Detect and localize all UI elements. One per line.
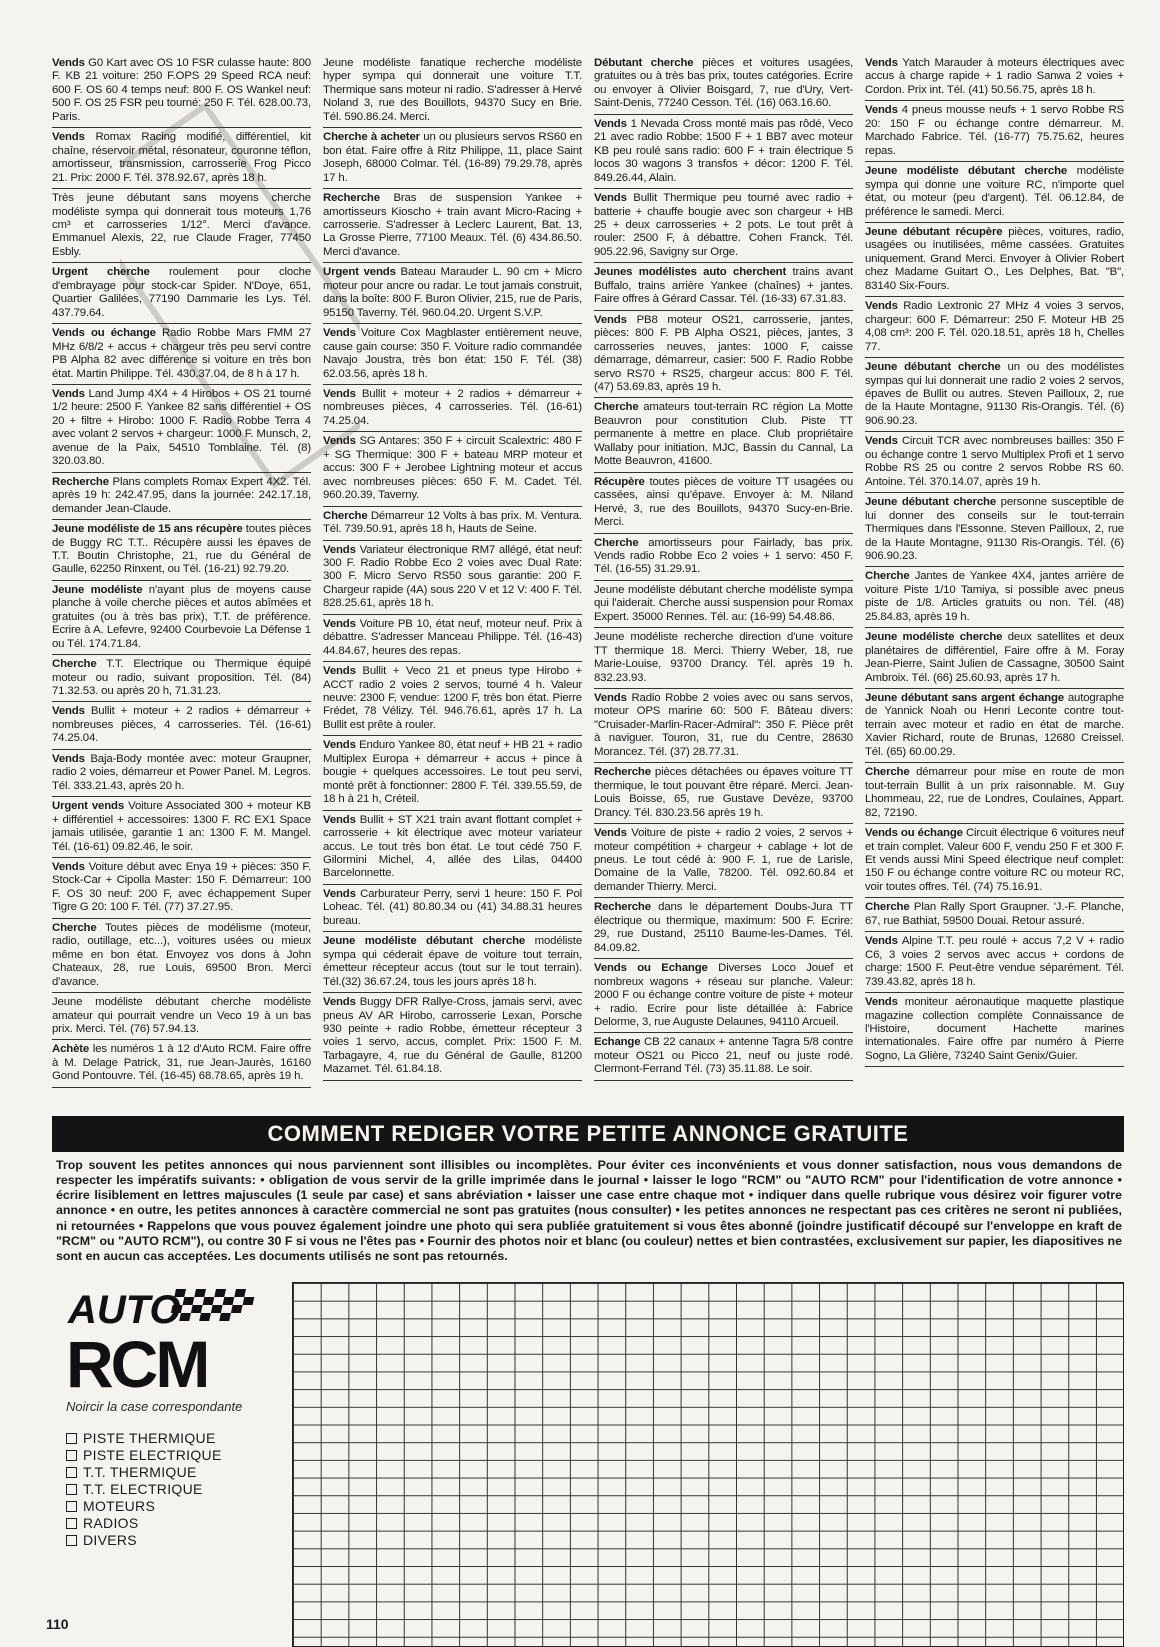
ad-text: Baja-Body montée avec: moteur Graupner, radio 2 voies, démarreur et Power Panel. M. Legros. Tél. 333.21.43, après 20 h. xyxy=(52,752,311,792)
ad-keyword: Vends xyxy=(323,387,356,400)
classified-ad xyxy=(52,919,311,993)
ad-keyword: Urgent cherche xyxy=(52,266,150,279)
classified-ad xyxy=(865,162,1124,223)
ad-text: 1 Nevada Cross monté mais pas rôdé, Veco 21 avec radio Robbe: 1500 F + 1 BB7 avec moteur KB peu roulé sans radio: 600 F + train électrique 5 locos 30 wagons 3 transfos + décor: 1200 F. Tél. 849.26.44, Alain. xyxy=(594,117,853,184)
ad-text: amortisseurs pour Fairlady, bas prix. Vends radio Robbe Eco 2 voies + 1 servo: 450 F. Tél. (16-55) 31.29.91. xyxy=(594,536,853,576)
page-number: 110 xyxy=(46,1616,69,1632)
section-banner xyxy=(52,1116,1124,1152)
logo-auto-text: AUTO xyxy=(68,1288,181,1332)
classified-ad xyxy=(865,54,1124,101)
classified-ad xyxy=(52,993,311,1040)
ad-keyword: Cherche xyxy=(865,766,910,779)
classified-ad xyxy=(323,811,582,885)
ad-text: pièces détachées ou épaves voiture TT thermique, le tout pouvant être réparé. Merci. Jean-Louis Boisse, 65, rue Gustave Devèze, 93700 Drancy. Tél. 830.23.56 après 19 h. xyxy=(594,766,853,819)
ad-text: dans le département Doubs-Jura TT électrique ou thermique, maximum: 500 F. Ecrire: 29, rue Dustand, 25110 Baume-les-Dames. Tél. 84.09.82. xyxy=(594,901,853,954)
classified-ad xyxy=(594,581,853,628)
classified-ad xyxy=(865,101,1124,162)
ad-text: Radio Robbe 2 voies avec ou sans servos, moteur OPS marine 60: 500 F. Bâteau divers: "Cruisader-Marlin-Racer-Admiral": 350 F. Pièce prêt à naviguer. Touron, 31, rue du Centre, 28630 Morancez. Tél. (37) 28.77.31. xyxy=(594,692,853,758)
classified-ad xyxy=(52,324,311,385)
ad-text: modéliste sympa qui céderait épave de voiture tout terrain, émetteur récepteur accus (tout sur le tout terrain). Tél.(32) 36.67.24, tous les jours après 18 h. xyxy=(323,935,582,988)
ad-keyword: Vends xyxy=(865,300,898,313)
checkbox-icon[interactable] xyxy=(66,1467,77,1478)
ad-keyword: Vends xyxy=(865,996,898,1009)
ad-text: Land Jump 4X4 + 4 Hirobos + OS 21 tourné 1/2 heure: 2500 F. Yankee 82 sans différentiel + OS 20 + filtre + Hirobo: 1000 F. Radio Robbe Terra 4 avec volant 2 servos + chargeur: 1000 F. Munsch, 2, avenue de la Paix, 54510 Tomblaine. Tél. (8) 320.03.80. xyxy=(52,387,311,468)
classified-ad xyxy=(323,385,582,432)
classified-ad xyxy=(594,263,853,310)
checkbox-icon[interactable] xyxy=(66,1450,77,1461)
classified-ad xyxy=(323,993,582,1081)
ad-text: Yatch Marauder à moteurs électriques avec accus à charge rapide + 1 radio Sanwa 2 voies + Cordon. Prix int. Tél. (41) 50.56.75, après 18 h. xyxy=(865,57,1124,96)
ad-keyword: Vends xyxy=(594,192,627,205)
ad-text: Voiture PB 10, état neuf, moteur neuf. Prix à débattre. S'adresser Manceau Philippe. Tél. (16-43) 44.84.67, heures des repas. xyxy=(323,617,582,657)
category-instruction: Noircir la case correspondante xyxy=(66,1399,243,1414)
ad-keyword: Vends xyxy=(594,827,627,840)
classified-ad xyxy=(594,959,853,1033)
classified-ad xyxy=(323,54,582,128)
ad-text: G0 Kart avec OS 10 FSR culasse haute: 800 F. KB 21 voiture: 250 F.OPS 29 Speed RCA neuf: 600 F. OS 60 4 temps neuf: 800 F. OS Wankel neuf: 500 F. OS 25 FSR peu tourné: 250 F. Tél. 628.00.73, Paris. xyxy=(52,57,311,123)
classified-ad xyxy=(52,189,311,263)
ad-text: Bullit + moteur + 2 radios + démarreur + nombreuses pièces, 4 carrosseries. Tél. (16-61) 74.25.04. xyxy=(323,387,582,427)
category-label: RADIOS xyxy=(83,1515,139,1531)
logo-rcm-text: RCM xyxy=(66,1327,208,1393)
category-label: PISTE ELECTRIQUE xyxy=(83,1447,222,1463)
ad-keyword: Vends xyxy=(323,813,356,826)
ad-keyword: Vends xyxy=(323,739,356,752)
ad-text: toutes pièces de Buggy RC T.T.. Récupère aussi les épaves de T.T. Boutin Christophe, 21, rue du Général de Gaulle, 62250 Rinxent, ou Tél. (16-21) 92.79.20. xyxy=(52,523,311,576)
classified-ad xyxy=(594,824,853,898)
classified-ad xyxy=(865,763,1124,824)
ad-keyword: Urgent vends xyxy=(52,800,125,813)
ad-keyword: Vends xyxy=(323,435,356,448)
ad-text: Buggy DFR Rallye-Cross, jamais servi, avec pneus AV AR Hirobo, carrosserie Lexan, Porsche 930 peinte + radio Robbe, émetteur récepteur 3 voies 1 servo, accus, complet. Prix: 1500 F. M. Tarbagayre, 4, rue du Général de Gaulle, 81200 Mazamet. Tél. 61.84.18. xyxy=(323,996,582,1076)
classified-ad xyxy=(865,223,1124,297)
ad-keyword: Vends xyxy=(323,665,356,678)
ad-keyword: Cherche xyxy=(52,658,97,671)
category-option[interactable] xyxy=(66,1430,222,1447)
ad-text: Jeune modéliste débutant cherche modéliste amateur qui pourrait vendre un Veco 19 à un bas prix. Merci. Tél. (76) 57.94.13. xyxy=(52,996,311,1035)
ad-keyword: Achète xyxy=(52,1043,90,1056)
checkbox-icon[interactable] xyxy=(66,1433,77,1444)
category-option[interactable] xyxy=(66,1532,222,1549)
classified-ad xyxy=(865,932,1124,993)
ad-text: pièces, voitures, radio, usagées ou inutilisées, même cassées. Gratuites uniquement. Grand Merci. Envoyer à Olivier Robert chez Madame Guitart O., Les Delphes, Bat. "B", 83140 Six-Fours. xyxy=(865,225,1124,292)
ad-keyword: Jeune modéliste xyxy=(52,583,143,596)
classified-ad xyxy=(52,1040,311,1087)
category-label: DIVERS xyxy=(83,1532,137,1548)
ad-text: Bateau Marauder L. 90 cm + Micro moteur pour ancre ou radar. Le tout jamais construit, dans la boîte: 800 F. Buron Olivier, 215, rue de Paris, 95150 Taverny. Tél. 960.04.20. Urgent S.V.P. xyxy=(323,266,582,319)
ad-text: toutes pièces de voiture TT usagées ou cassées, ainsi qu'épave. Envoyer à: M. Niland Hervé, 3, rue des Bouillots, 94370 Sucy-en-Brie. Merci. xyxy=(594,475,853,529)
category-label: T.T. ELECTRIQUE xyxy=(83,1481,203,1497)
ad-text: Radio Robbe Mars FMM 27 MHz 6/8/2 + accus + chargeur très peu servi contre PB Alpha 82 avec différence si voiture en très bon état. Martin Philippe. Tél. 430.37.04, de 8 h à 17 h. xyxy=(52,327,311,380)
ad-keyword: Recherche xyxy=(594,766,651,779)
classified-ad xyxy=(52,520,311,581)
classified-ad xyxy=(865,358,1124,432)
ad-text: Radio Lextronic 27 MHz 4 voies 3 servos, chargeur: 600 F. Démarreur: 250 F. Moteur HB 25 4,08 cm³: 200 F. Tél. 020.18.51, après 18 h, Chelles 77. xyxy=(865,300,1124,353)
ad-text: amateurs tout-terrain RC région La Motte Beauvron pour constitution Club. Piste TT permanente à mettre en place. Club propriétaire Wallaby pour initiation. MJC, Bassin du Cannal, La Motte Beauvron, 41600. xyxy=(594,401,853,468)
classified-ad xyxy=(323,263,582,324)
classified-ad xyxy=(323,324,582,385)
classified-ad xyxy=(865,628,1124,689)
ad-text: Démarreur 12 Volts à bas prix. M. Ventura. Tél. 739.50.91, après 18 h, Hauts de Seine. xyxy=(323,509,582,536)
ad-keyword: Vends xyxy=(865,104,898,117)
ad-text: roulement pour cloche d'embrayage pour stock-car Spider. N'Doye, 651, Quartier Galilées, 77190 Dammarie les Lys. Tél. 437.79.64. xyxy=(52,266,311,319)
ad-keyword: Vends xyxy=(52,861,85,874)
ad-text: Bullit + Veco 21 et pneus type Hirobo + ACCT radio 2 voies 2 servos, tourné 4 h. Valeur neuve: 2300 F, vendue: 1200 F, très bon état. Pierre Frédet, 78 Vélizy. Tél. 946.76.61, après 17 h. La Bullit est prête à rouler. xyxy=(323,665,582,731)
banner-title: COMMENT REDIGER VOTRE PETITE ANNONCE GRATUITE xyxy=(267,1121,909,1146)
classified-ad xyxy=(323,736,582,810)
ad-text: T.T. Electrique ou Thermique équipé moteur ou radio, suivant proposition. Tél. (84) 71.32.53. ou après 20 h, 71.31.23. xyxy=(52,658,311,698)
ad-text: Circuit TCR avec nombreuses bailles: 350 F ou échange contre 1 servo Multiplex Profi et 1 servo Robbe RS 25 ou contre 2 servos Robbe RS 60. Antoine. Tél. 370.14.07, après 19 h. xyxy=(865,435,1124,488)
classified-ad xyxy=(52,702,311,749)
ad-text: Bullit + moteur + 2 radios + démarreur + nombreuses pièces, 4 carrosseries. Tél. (16-61) 74.25.04. xyxy=(52,705,311,745)
checkbox-icon[interactable] xyxy=(66,1501,77,1512)
instructions-paragraph: Trop souvent les petites annonces qui nous parviennent sont illisibles ou incomplètes. Pour éviter ces inconvénients et vous donner satisfaction, nous vous demandons de respecter les impératifs suivants: • obligation de vous servir de la grille imprimée dans le journal • laisser le logo "RCM" ou "AUTO RCM" pour l'identification de votre annonce • écrire lisiblement en lettres majuscules (1 seule par case) et sans abréviation • laisser une case entre chaque mot • indiquer dans quelle rubrique vous désirez voir figurer votre annonce • en outre, les petites annonces à caractère commercial ne sont pas gratuites (nous consulter) • les petites annonces ne respectant pas ces critères ne seront ni publiées, ni retournées • Rappelons que vous pouvez également joindre une photo qui sera publiée gratuitement si vous êtes abonné (joindre justificatif découpé sur l'enveloppe en kraft de "RCM" ou "AUTO RCM"), ou contre 30 F si vous ne l'êtes pas • Fournir des photos noir et blanc (ou couleur) nettes et bien contrastées, exclusivement sur papier, les diapositives ne sont en aucun cas acceptées. Les documents utilisés ne sont pas retournés. xyxy=(56,1158,1122,1263)
checkbox-icon[interactable] xyxy=(66,1518,77,1529)
ad-text: Romax Racing modifié, différentiel, kit chaîne, réservoir métal, résonateur, couronne téflon, amortisseur, transmission, carrosserie Frog Picco 21. Prix: 2000 F. Tél. 378.92.67, après 18 h. xyxy=(52,131,311,184)
ad-text: Voiture de piste + radio 2 voies, 2 servos + moteur compétition + chargeur + cablage + lot de pneus. Le tout cédé à: 900 F. 1, rue de Larisle, Domaine de la Valle, 78200. Tél. 092.60.84 et demander Thierry. Merci. xyxy=(594,827,853,893)
classified-ad xyxy=(594,398,853,472)
category-option[interactable] xyxy=(66,1481,222,1498)
classified-ad xyxy=(323,932,582,993)
classified-ad xyxy=(52,858,311,919)
ad-keyword: Cherche à acheter xyxy=(323,131,420,144)
classified-ad xyxy=(52,385,311,473)
classified-ad xyxy=(594,54,853,115)
ad-text: Voiture Cox Magblaster entièrement neuve, cause gain course: 350 F. Voiture radio commandée Navajo Joustra, très bon état: 150 F. Tél. (38) 62.03.56, après 18 h. xyxy=(323,327,582,380)
ad-keyword: Recherche xyxy=(594,901,651,914)
ad-keyword: Vends xyxy=(594,117,627,130)
classified-ad xyxy=(594,628,853,689)
classified-ad xyxy=(865,824,1124,898)
classified-ad xyxy=(865,493,1124,567)
checkbox-icon[interactable] xyxy=(66,1535,77,1546)
classified-ad xyxy=(52,263,311,324)
ad-text: SG Antares: 350 F + circuit Scalextric: 480 F + SG Thermique: 300 F + bateau MRP moteur et accus: 300 F + Jerobee Lightning moteur et accus avec nombreuses pièces: 650 F. M. Cadet. Tél. 960.20.39, Taverny. xyxy=(323,435,582,502)
classified-ad xyxy=(865,898,1124,932)
ad-text: Bullit + ST X21 train avant flottant complet + carrosserie + kit électrique avec moteur variateur accus. Le tout très bon état. Le tout cédé 750 F. Gilormini Michel, 4, allée des Lilas, 04400 Barcelonnette. xyxy=(323,813,582,880)
classified-ad xyxy=(865,993,1124,1067)
ad-text: Jantes de Yankee 4X4, jantes arrière de voiture Piste 1/10 Tamiya, si possible avec pneus piste de 1/8. Articles gratuits ou non. Tél. (48) 25.84.83, après 19 h. xyxy=(865,570,1124,623)
ad-keyword: Vends xyxy=(323,996,356,1009)
ad-keyword: Vends xyxy=(52,57,85,69)
classified-ad xyxy=(323,128,582,189)
ad-keyword: Jeune débutant sans argent échange xyxy=(865,692,1064,705)
ad-keyword: Jeune modéliste de 15 ans récupère xyxy=(52,523,243,536)
ad-text: personne susceptible de lui donner des conseils sur le tout-terrain Thermiques dans l'Essonne. Steven Pailloux, 2, rue de la Haute Montagne, 91130 Ris-Orangis. Tél. (6) 906.90.23. xyxy=(865,496,1124,562)
classified-ad xyxy=(52,473,311,520)
ad-keyword: Recherche xyxy=(323,192,380,205)
ad-text: Voiture début avec Enya 19 + pièces: 350 F. Stock-Car + Cipolla Master: 150 F. Démarreur: 100 F. OS 30 neuf: 200 F, avec échappement Super Tigre G 20: 100 F. Tél. (77) 37.27.95. xyxy=(52,861,311,914)
classified-ad xyxy=(323,507,582,541)
ad-keyword: Jeune modéliste débutant cherche xyxy=(865,165,1068,178)
ad-keyword: Vends xyxy=(865,57,898,69)
classified-ad xyxy=(323,885,582,932)
category-list xyxy=(66,1430,222,1549)
classified-ad xyxy=(323,432,582,506)
ad-keyword: Vends ou échange xyxy=(52,327,156,340)
category-label: PISTE THERMIQUE xyxy=(83,1430,216,1446)
classified-ad xyxy=(323,615,582,662)
ad-keyword: Cherche xyxy=(323,509,368,522)
ad-text: CB 22 canaux + antenne Tagra 5/8 contre moteur OS21 ou Picco 21, neuf ou juste rodé. Clermont-Ferrand Tél. (73) 35.11.88. Le soir. xyxy=(594,1036,853,1076)
ad-keyword: Jeune modéliste cherche xyxy=(865,631,1003,644)
ad-text: Jeune modéliste recherche direction d'une voiture TT thermique 18. Merci. Thierry Weber, 18, rue Marie-Louise, 93700 Drancy. Tél. après 19 h. 832.23.93. xyxy=(594,631,853,684)
ad-keyword: Vends xyxy=(594,313,627,326)
ad-keyword: Vends ou Echange xyxy=(594,962,708,975)
classified-ad xyxy=(52,655,311,702)
ad-text: Circuit électrique 6 voitures neuf et train complet. Valeur 600 F, vendu 250 F et 300 F. Et vends aussi Mini Speed électrique neuf complet: 150 F ou échange contre voiture RC ou moteur RC, voir toutes offres. Tél. (74) 75.16.91. xyxy=(865,827,1124,893)
ad-text: Variateur électronique RM7 allégé, état neuf: 300 F. Radio Robbe Eco 2 voies avec Dual Rate: 300 F. Micro Servo RS50 sous garantie: 200 F. Chargeur rapide (4A) sous 220 V et 12 V: 400 F. Tél. 828.25.61, après 18 h. xyxy=(323,543,582,610)
ad-text: Bras de suspension Yankee + amortisseurs Kioscho + train avant Micro-Racing + carrosserie. S'adresser à Leclerc Laurent, Bat. 13, La Grosse Pierre, 77100 Meaux. Tél. (6) 434.86.50. Merci d'avance. xyxy=(323,192,582,258)
classified-ad xyxy=(323,662,582,736)
ad-text: pièces et voitures usagées, gratuites ou à très bas prix, toutes catégories. Ecrire ou envoyer à Olivier Boisgard, 7, rue d'Ury, Vert-Saint-Denis, 77240 Cesson. Tél. (16) 063.16.60. xyxy=(594,57,853,110)
ad-keyword: Cherche xyxy=(865,570,910,583)
classified-ad xyxy=(52,54,311,128)
ad-text: un ou des modélistes sympas qui lui donnerait une radio 2 voies 2 servos, épaves de Bullit ou autres. Steven Pailloux, 2, rue de la Haute Montagne, 91130 Ris-Orangis. Tél. (6) 906.90.23. xyxy=(865,361,1124,427)
ad-text: Bullit Thermique peu tourné avec radio + batterie + chauffe bougie avec son chargeur + HB 25 + deux carrosseries + 2 pots. Le tout prêt à rouler: 2500 F, à débattre. Cohen Franck. Tél. 905.22.96, Savigny sur Orge. xyxy=(594,192,853,258)
ad-keyword: Echange xyxy=(594,1036,641,1049)
ad-text: un ou plusieurs servos RS60 en bon état. Faire offre à Ritz Philippe, 11, place Saint Joseph, 68000 Colmar. Tél. (16-89) 79.29.78, après 17 h. xyxy=(323,131,582,184)
ad-keyword: Urgent vends xyxy=(323,266,396,279)
classified-ad xyxy=(865,432,1124,493)
ad-keyword: Vends xyxy=(52,131,85,144)
ad-keyword: Vends xyxy=(52,752,85,765)
ad-keyword: Vends xyxy=(52,705,85,718)
ad-keyword: Vends xyxy=(323,543,356,556)
category-label: T.T. THERMIQUE xyxy=(83,1464,197,1480)
ad-text: Enduro Yankee 80, état neuf + HB 21 + radio Multiplex Europa + démarreur + accus + pince à bougie + quelques accessoires. Le tout peu servi, monté prêt à fonctionner: 2800 F. Tél. 339.55.59, de 18 h à 21 h, Créteil. xyxy=(323,739,582,806)
ad-text: Voiture Associated 300 + moteur KB + différentiel + accessoires: 1300 F. RC EX1 Space jamais utilisée, garantie 1 an: 1300 F. M. Mangel. Tél. (16-61) 09.82.46, le soir. xyxy=(52,800,311,853)
classified-ad xyxy=(52,750,311,797)
ad-keyword: Vends xyxy=(865,435,898,448)
ad-text: deux satellites et deux planétaires de différentiel, Faire offre à M. Foray Jean-Pierre, Saint Julien de Cassagne, 30500 Saint Ambroix. Tél. (66) 25.60.93, après 17 h. xyxy=(865,631,1124,684)
classified-ad xyxy=(594,689,853,763)
classified-ad xyxy=(594,534,853,581)
ad-text: Très jeune débutant sans moyens cherche modéliste sympa qui donnerait tous moteurs 1,76 cm³ et carrosseries 1/12°. Merci d'avance. Emmanuel Alexis, 22, rue Claude Frager, 77450 Esbly. xyxy=(52,192,311,258)
ad-keyword: Débutant cherche xyxy=(594,57,694,69)
classified-ad xyxy=(594,473,853,534)
ad-keyword: Jeune modéliste débutant cherche xyxy=(323,935,526,948)
classified-ad xyxy=(594,115,853,189)
classified-ad xyxy=(865,567,1124,628)
category-option[interactable] xyxy=(66,1498,222,1515)
ad-keyword: Cherche xyxy=(52,921,97,934)
auto-rcm-logo xyxy=(64,1283,274,1393)
ad-text: trains avant Buffalo, trains arrière Yankee (chaînes) + jantes. Faire offres à Gérard Cassar. Tél. (16-33) 67.31.83. xyxy=(594,266,853,306)
classified-ad xyxy=(594,1033,853,1080)
classified-ad xyxy=(323,189,582,263)
ad-text: Toutes pièces de modélisme (moteur, radio, outillage, etc...), voitures usées ou mieux même en bon état. Envoyez vos dons à John Chateaux, 28, rue Louis, 69500 Bron. Merci d'avance. xyxy=(52,921,311,988)
ad-keyword: Vends ou échange xyxy=(865,827,963,840)
ad-text: les numéros 1 à 12 d'Auto RCM. Faire offre à M. Delage Patrick, 31, rue Jean-Jaurès, 16160 Gond Pontouvre. Tél. (16-45) 68.78.65, après 19 h. xyxy=(52,1043,311,1083)
checkbox-icon[interactable] xyxy=(66,1484,77,1495)
ad-keyword: Jeune débutant récupère xyxy=(865,225,1003,238)
ad-keyword: Jeune débutant cherche xyxy=(865,361,1001,374)
ad-text: Alpine T.T. peu roulé + accus 7,2 V + radio C6, 3 voies 2 servos avec accus + cordons de charge: 1500 F. Peut-être vendue séparément. Tél. 739.43.82, après 18 h. xyxy=(865,935,1124,988)
category-label: MOTEURS xyxy=(83,1498,156,1514)
ad-text: Plans complets Romax Expert 4X2. Tél. après 19 h: 242.47.95, dans la journée: 242.17.18, demander Jean-Claude. xyxy=(52,475,311,515)
checkered-flag-icon xyxy=(169,1289,256,1321)
ad-keyword: Récupère xyxy=(594,475,645,488)
ad-keyword: Cherche xyxy=(865,901,910,914)
ad-text: moniteur aéronautique maquette plastique magazine collection complète Connaissance de l'Histoire, document Hachette marines internationales. Faire offre par numéro à Pierre Sogno, La Glière, 73240 Saint Genix/Guier. xyxy=(865,996,1124,1062)
category-option[interactable] xyxy=(66,1464,222,1481)
classified-ad xyxy=(865,689,1124,763)
ad-keyword: Cherche xyxy=(594,536,639,549)
classified-ad xyxy=(52,797,311,858)
ad-keyword: Jeune débutant cherche xyxy=(865,496,997,509)
ad-keyword: Jeunes modélistes auto cherchent xyxy=(594,266,787,279)
ad-text: 4 pneus mousse neufs + 1 servo Robbe RS 20: 150 F ou échange contre démarreur. M. Marchado Fabrice. Tél. (16-77) 75.75.62, heures repas. xyxy=(865,104,1124,157)
ad-keyword: Vends xyxy=(52,387,85,400)
classified-ad xyxy=(594,763,853,824)
classified-ad xyxy=(52,128,311,189)
classified-ad xyxy=(594,898,853,959)
ad-keyword: Recherche xyxy=(52,475,109,488)
ad-text: Diverses Loco Jouef et nombreux wagons + réseau sur planche. Valeur: 2000 F ou échange contre voiture de piste + moteur + radio. Ecrire pour liste détaillée à: Fabrice Delorme, 3, rue Auguste Delaunes, 94110 Arcueil. xyxy=(594,962,853,1028)
ad-text: autographe de Yannick Noah ou Henri Leconte contre tout-terrain avec moteur et radio en état de marche. Xavier Richard, route de Brunas, 12680 Creissel. Tél. (65) 60.00.29. xyxy=(865,692,1124,758)
category-option[interactable] xyxy=(66,1447,222,1464)
classified-ad xyxy=(865,297,1124,358)
ad-text: Jeune modéliste débutant cherche modéliste sympa qui l'aiderait. Cherche aussi suspension pour Romax Expert. 35000 Rennes. Tél. au: (16-99) 54.48.86. xyxy=(594,583,853,623)
ad-text: Plan Rally Sport Graupner. 'J.-F. Planche, 67, rue Bathiat, 59500 Douai. Retour assuré. xyxy=(865,901,1124,927)
classified-ad xyxy=(594,189,853,263)
classified-ad xyxy=(52,581,311,655)
ad-text: Carburateur Perry, servi 1 heure: 150 F. Pol Loheac. Tél. (41) 80.80.34 ou (41) 34.88.31 heures bureau. xyxy=(323,887,582,927)
ad-entry-grid[interactable] xyxy=(292,1282,1124,1647)
classified-ad xyxy=(323,541,582,615)
ad-keyword: Vends xyxy=(323,327,356,340)
ad-keyword: Vends xyxy=(323,617,356,630)
ad-keyword: Vends xyxy=(594,692,627,705)
ad-text: démarreur pour mise en route de mon tout-terrain Bullit à un prix raisonnable. M. Guy Lhommeau, 22, rue de Londres, Coulaines, Appart. 82, 72190. xyxy=(865,766,1124,819)
category-option[interactable] xyxy=(66,1515,222,1532)
ad-keyword: Vends xyxy=(865,935,898,948)
ad-text: n'ayant plus de moyens cause planche à voile cherche pièces et autos abîmées et gratuites (ou à très bas prix), T.T. de préférence. Ecrire à A. Lefevre, 92400 Courbevoie La Défense 1 ou Tél. 174.71.84. xyxy=(52,583,311,650)
ad-text: modéliste sympa qui donne une voiture RC, n'importe quel état, ou moteur (peu d'argent). Tél. 06.12.84, de préférence le samedi. Merci. xyxy=(865,165,1124,218)
ad-text: PB8 moteur OS21, carrosserie, jantes, pièces: 800 F. PB Alpha OS21, pièces, jantes, 3 carrosseries neuves, jantes: 1000 F, caisse démarrage, démarreur, casier: 500 F. Radio Robbe servo RS70 + RS25, chargeur accus: 800 F. Tél. (47) 53.69.83, après 19 h. xyxy=(594,313,853,393)
ad-keyword: Cherche xyxy=(594,401,639,414)
ad-keyword: Vends xyxy=(323,887,356,900)
ad-text: Jeune modéliste fanatique recherche modéliste hyper sympa qui donnerait une voiture T.T. Thermique sans moteur ni radio. S'adresser à Hervé Noland 3, rue des Bouillots, 94370 Sucy en Brie. Tél. 590.86.24. Merci. xyxy=(323,57,582,123)
classified-ad xyxy=(594,311,853,399)
